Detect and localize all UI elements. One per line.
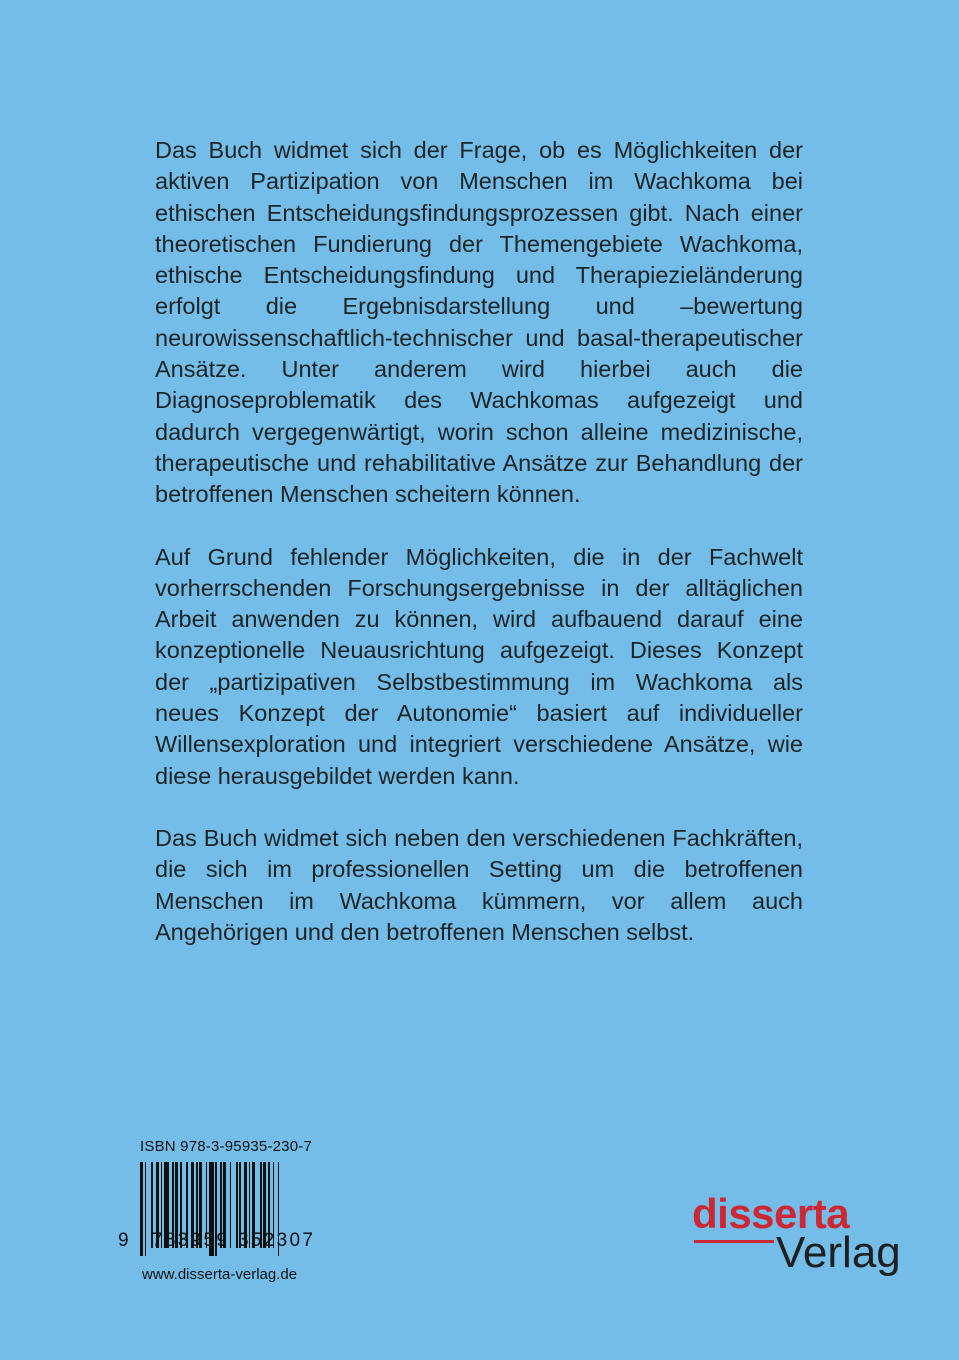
blurb-paragraph-2: Auf Grund fehlender Möglichkeiten, die in der Fachwelt vorherrschenden Forschungsergebnisse in der alltäglichen Arbeit anwenden zu können, wird aufbauend darauf eine konzeptionelle Neuausrichtung aufgezeigt. Dieses Konzept der „partizipativen Selbstbestimmung im Wachkoma als neues Konzept der Autonomie“ basiert auf individueller Willensexploration und integriert verschiedene Ansätze, wie diese herausgebildet werden kann. bbox=[155, 543, 803, 789]
publisher-logo bbox=[692, 1190, 912, 1290]
logo-disserta: disserta bbox=[692, 1190, 850, 1237]
barcode-left-digits: 783959 bbox=[152, 1230, 230, 1251]
barcode-bar bbox=[230, 1162, 232, 1248]
blurb-text bbox=[155, 135, 803, 979]
logo-verlag: Verlag bbox=[776, 1228, 901, 1277]
blurb-paragraph-3: Das Buch widmet sich neben den verschiedenen Fachkräften, die sich im professionellen Setting um die betroffenen Menschen im Wachkoma kümmern, vor allem auch Angehörigen und den betroffenen Menschen selbst. bbox=[155, 824, 803, 945]
publisher-url: www.disserta-verlag.de bbox=[142, 1266, 298, 1283]
logo-accent-line bbox=[694, 1240, 774, 1243]
barcode-bar bbox=[145, 1162, 147, 1256]
barcode-bar bbox=[140, 1162, 143, 1256]
barcode-first-digit: 9 bbox=[118, 1230, 129, 1251]
isbn-label: ISBN 978-3-95935-230-7 bbox=[140, 1138, 313, 1155]
barcode-right-digits: 352307 bbox=[238, 1230, 316, 1251]
blurb-paragraph-1: Das Buch widmet sich der Frage, ob es Möglichkeiten der aktiven Partizipation von Menschen im Wachkoma bei ethischen Entscheidungsfindungsprozessen gibt. Nach einer theoretischen Fundierung der Themengebiete Wachkoma, ethische Entscheidungsfindung und Therapiezieländerung erfolgt die Ergebnisdarstellung und –bewertung neurowissenschaftlich-technischer und basal-therapeutischer Ansätze. Unter anderem wird hierbei auch die Diagnoseproblematik des Wachkomas aufgezeigt und dadurch vergegenwärtigt, worin schon alleine medizinische, therapeutische und rehabilitative Ansätze zur Behandlung der betroffenen Menschen scheitern können. bbox=[155, 137, 803, 508]
